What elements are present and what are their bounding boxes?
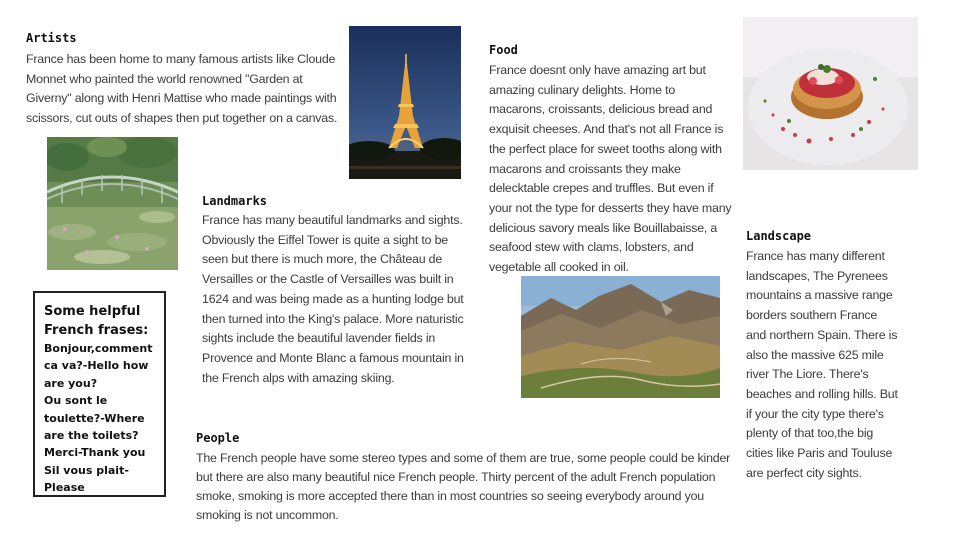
artists-text: France has been home to many famous artists like Cloude Monnet who painted the world renowned "Garden at Giverny" along with Henri Mattise who made paintings with scissors, cut outs of shapes then put together on a canvas. (26, 52, 338, 126)
food-text: France doesnt only have amazing art but amazing culinary delights. Home to macarons, croissants, delicious bread and exquisit cheeses. And that's not all France is the perfect place for sweet tooths along with macarons and croissants they make delecktable crepes and truffles. But even if your not the type for desserts they have many delicious savory meals like Bouillabaisse, a seafood stew with clams, lobsters, and vegetable all cooked in oil. (489, 63, 732, 275)
phrase-item: Bonjour,comment ca va?-Hello how are you? (44, 342, 153, 390)
landscape-text: France has many different landscapes, The Pyrenees mountains a massive range borders southern France and northern Spain. There is also the massive 625 mile river The Liore. There's beaches and rolling hills. But if your the city type there's plenty of that too,the big cities like Paris and Touluse are perfect city sights. (746, 249, 898, 480)
food-heading: Food (489, 43, 518, 57)
phrase-item: Merci-Thank you (44, 446, 146, 460)
water-lily-bridge-painting (47, 137, 178, 270)
mountain-valley-photo (521, 276, 720, 398)
landmarks-heading: Landmarks (202, 194, 268, 208)
phrase-item: Sil vous plait-Please (44, 463, 129, 495)
people-text: The French people have some stereo types and some of them are true, some people could be kinder but there are also many beautiful nice French people. Thirty percent of the adult French population smoke, smoking is more accepted there than in most countries so seeing everybody around you smoking is not uncommon. (196, 451, 731, 522)
landmarks-text: France has many beautiful landmarks and sights. Obviously the Eiffel Tower is quite a sight to be seen but there is much more, the Château de Versailles or the Castle of Versailles was built in 1624 and was being made as a hunting lodge but then turned into the King's palace. More naturistic sights include the beautiful lavender fields in Provence and Monte Blanc a famous mountain in the French alps with amazing skiing. (202, 213, 464, 385)
phrase-item: Ou sont le toulette?-Where are the toilets? (44, 394, 145, 443)
eiffel-tower-night-photo (349, 26, 461, 179)
phrases-list (44, 340, 164, 497)
pastry-dessert-photo (743, 17, 918, 170)
helpful-phrases-box (33, 291, 166, 497)
people-heading: People (196, 431, 240, 445)
landscape-heading: Landscape (746, 229, 812, 243)
phrases-title: Some helpful French frases: (44, 304, 149, 338)
artists-heading: Artists (26, 31, 77, 45)
